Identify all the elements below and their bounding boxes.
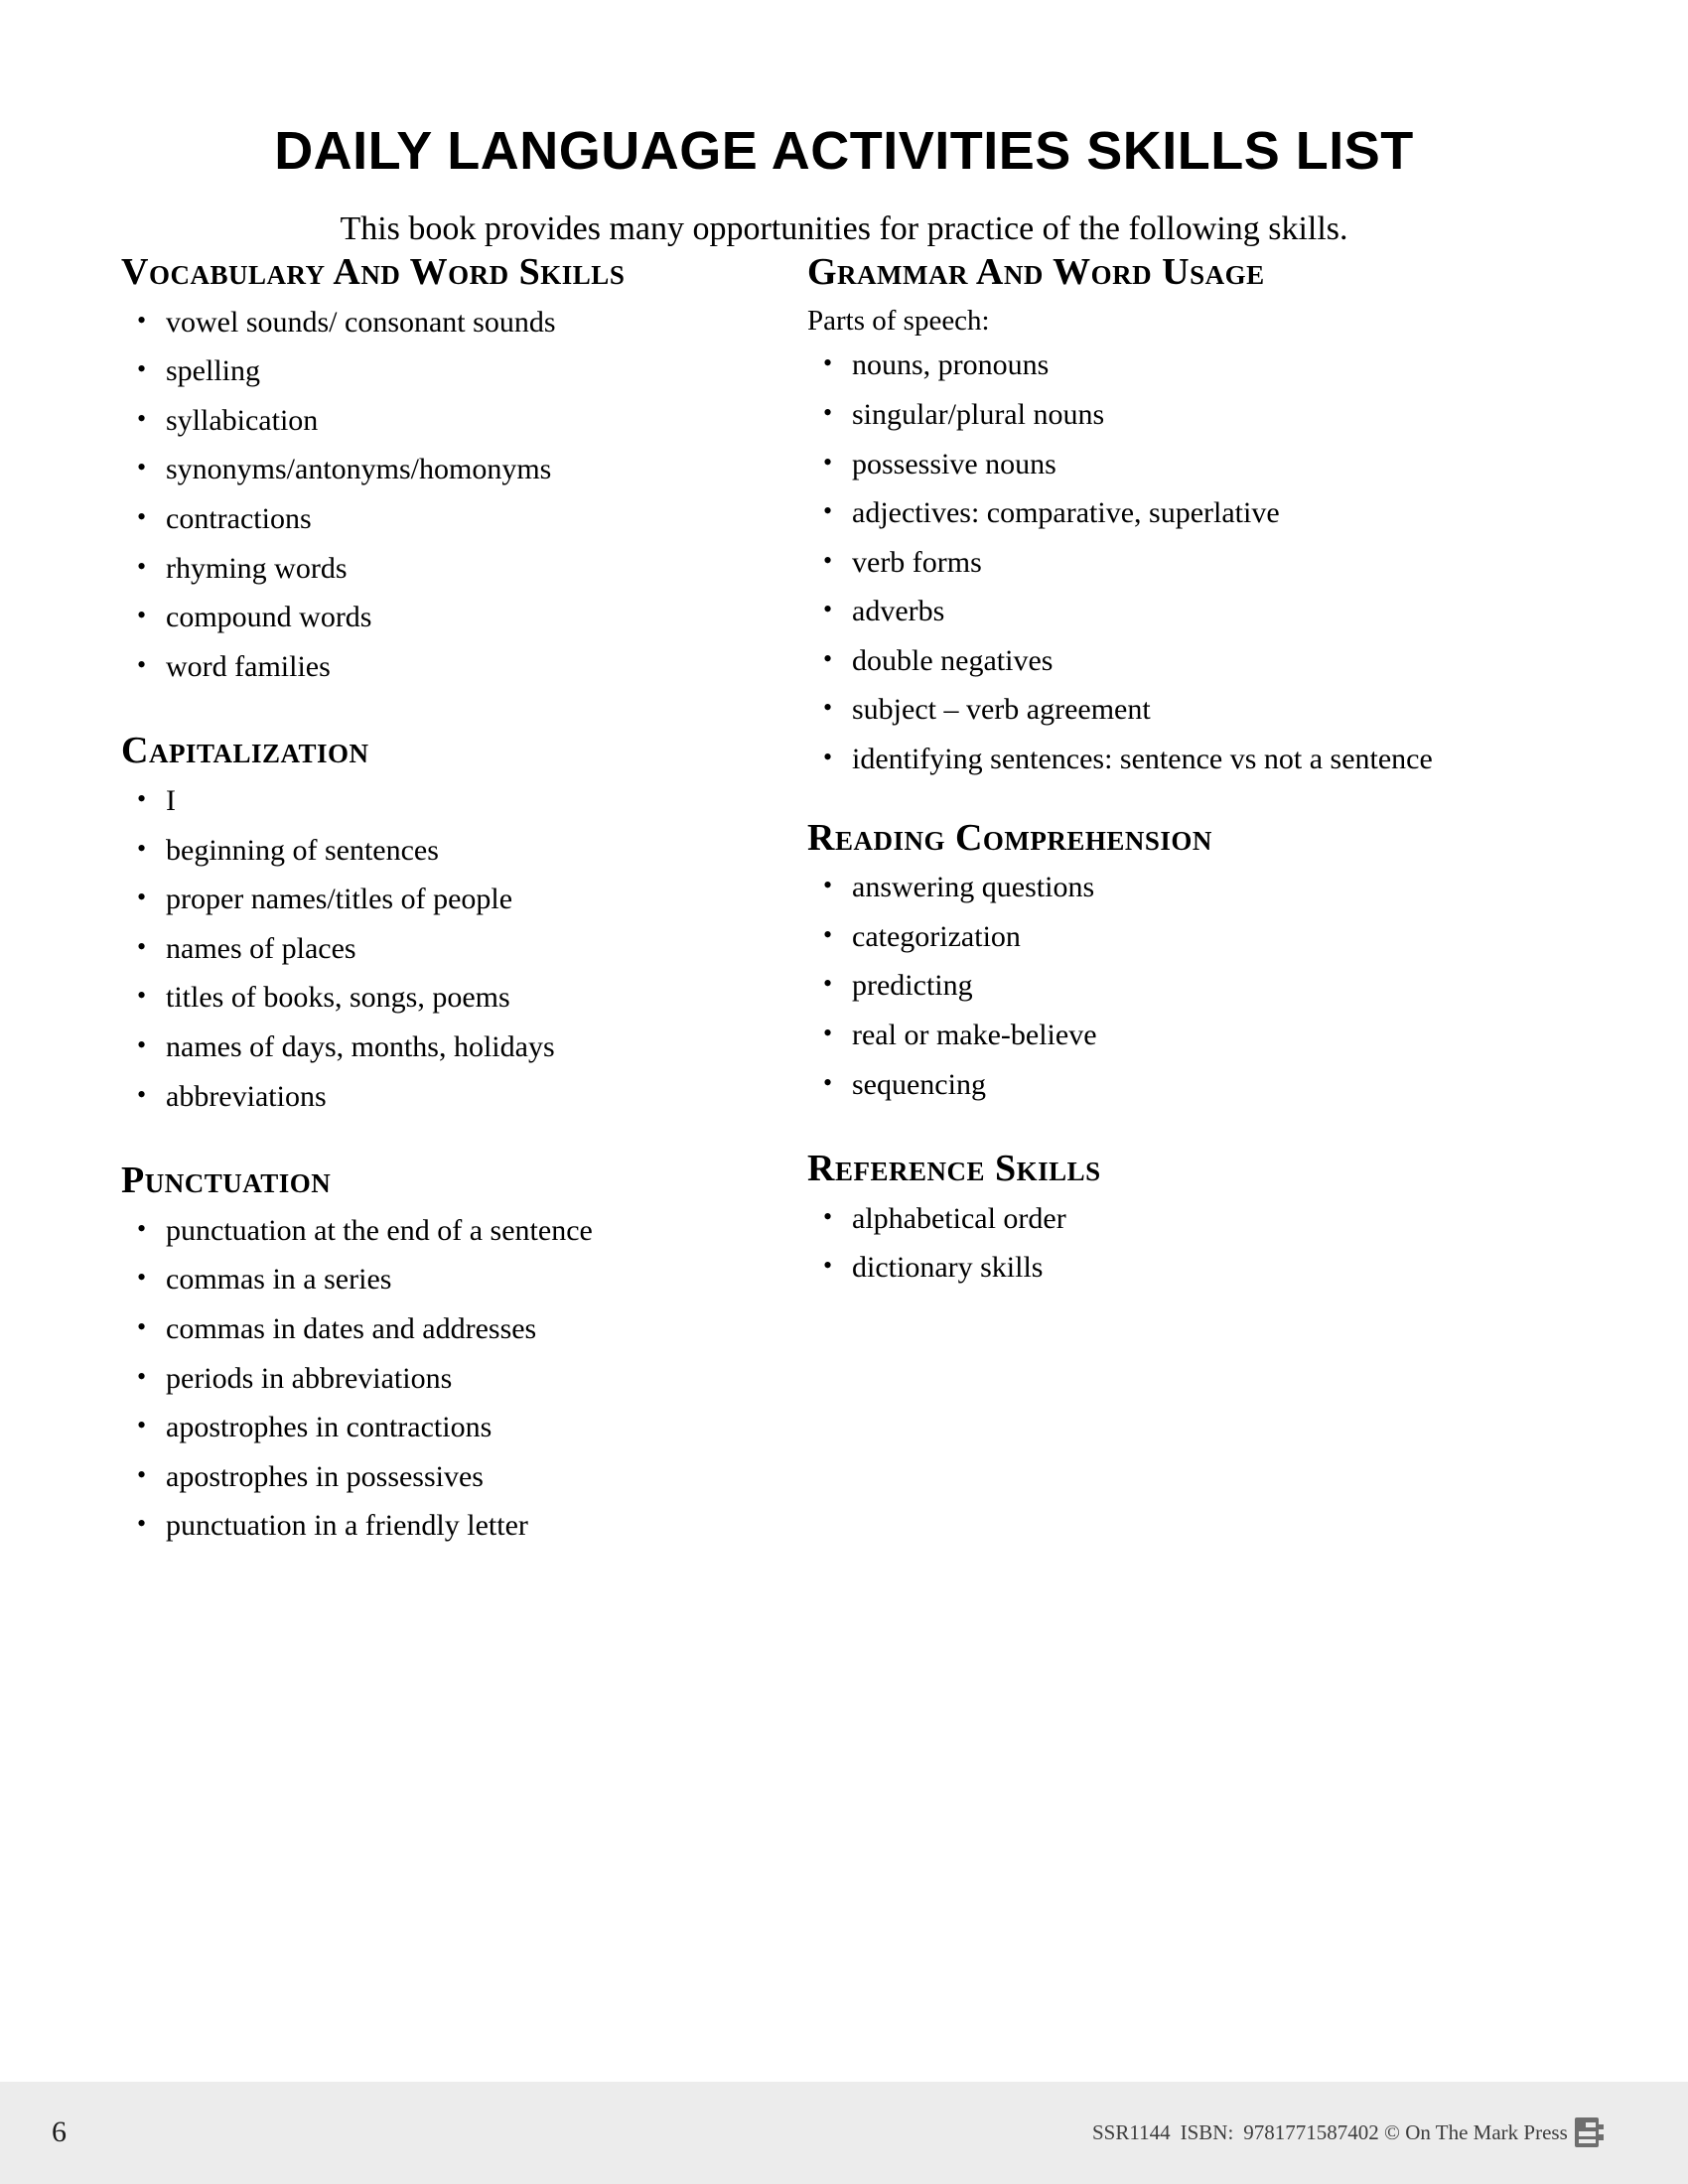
skill-list (121, 1214, 767, 1543)
list-item: • commas in a series (121, 1263, 767, 1297)
section-capitalization (121, 727, 767, 1113)
list-item: • identifying sentences: sentence vs not a sentence (807, 743, 1443, 776)
skill-list (807, 1202, 1443, 1285)
left-column (121, 248, 767, 1543)
footer-isbn-label: ISBN: (1180, 2120, 1234, 2144)
list-item: • commas in dates and addresses (121, 1312, 767, 1346)
section-intro-parts-of-speech: Parts of speech: (807, 304, 990, 337)
section-grammar-and-word-usage (807, 248, 1443, 776)
list-item: • names of places (121, 932, 767, 966)
skill-list (807, 871, 1443, 1101)
section-vocabulary-and-word-skills (121, 248, 767, 683)
section-heading: Reference Skills (807, 1148, 1101, 1190)
list-item: • syllabication (121, 404, 767, 438)
footer-product-code: SSR1144 (1092, 2120, 1171, 2144)
list-item: • dictionary skills (807, 1251, 1443, 1285)
footer-copyright: © On The Mark Press (1384, 2120, 1568, 2144)
page-number: 6 (52, 2116, 67, 2148)
list-item: • real or make-believe (807, 1019, 1443, 1052)
section-punctuation (121, 1157, 767, 1543)
list-item: • I (121, 784, 767, 818)
list-item: • subject – verb agreement (807, 693, 1443, 727)
section-reference-skills (807, 1145, 1443, 1285)
section-heading: Vocabulary And Word Skills (121, 251, 626, 293)
list-item: • alphabetical order (807, 1202, 1443, 1236)
list-item: • names of days, months, holidays (121, 1030, 767, 1064)
list-item: • verb forms (807, 546, 1443, 580)
page-title: DAILY LANGUAGE ACTIVITIES SKILLS LIST (274, 121, 1414, 182)
list-item: • predicting (807, 969, 1443, 1003)
list-item: • categorization (807, 920, 1443, 954)
list-item: • nouns, pronouns (807, 348, 1443, 382)
list-item: • abbreviations (121, 1080, 767, 1114)
list-item: • answering questions (807, 871, 1443, 904)
list-item: • contractions (121, 502, 767, 536)
footer-credit (1092, 2120, 1568, 2144)
section-heading: Grammar And Word Usage (807, 251, 1265, 293)
section-heading: Punctuation (121, 1160, 332, 1202)
skill-list (121, 784, 767, 1113)
section-reading-comprehension (807, 814, 1443, 1102)
list-item: • apostrophes in contractions (121, 1411, 767, 1444)
skill-list (121, 306, 767, 684)
list-item: • adverbs (807, 595, 1443, 628)
section-heading: Reading Comprehension (807, 816, 1212, 859)
list-item: • apostrophes in possessives (121, 1460, 767, 1494)
skill-list (807, 348, 1443, 775)
list-item: • compound words (121, 601, 767, 634)
page-subtitle: This book provides many opportunities for practice of the following skills. (340, 210, 1348, 247)
list-item: • rhyming words (121, 552, 767, 586)
list-item: • singular/plural nouns (807, 398, 1443, 432)
list-item: • word families (121, 650, 767, 684)
list-item: • beginning of sentences (121, 834, 767, 868)
list-item: • spelling (121, 354, 767, 388)
book-press-icon (1569, 2114, 1609, 2153)
list-item: • vowel sounds/ consonant sounds (121, 306, 767, 340)
list-item: • titles of books, songs, poems (121, 981, 767, 1015)
right-column (807, 248, 1443, 1285)
list-item: • punctuation in a friendly letter (121, 1509, 767, 1543)
list-item: • proper names/titles of people (121, 883, 767, 916)
list-item: • sequencing (807, 1068, 1443, 1102)
section-heading: Capitalization (121, 730, 369, 772)
footer-isbn-value: 9781771587402 (1243, 2120, 1379, 2144)
list-item: • punctuation at the end of a sentence (121, 1214, 767, 1248)
list-item: • synonyms/antonyms/homonyms (121, 453, 767, 486)
list-item: • double negatives (807, 644, 1443, 678)
list-item: • periods in abbreviations (121, 1362, 767, 1396)
list-item: • adjectives: comparative, superlative (807, 496, 1443, 530)
list-item: • possessive nouns (807, 448, 1443, 481)
